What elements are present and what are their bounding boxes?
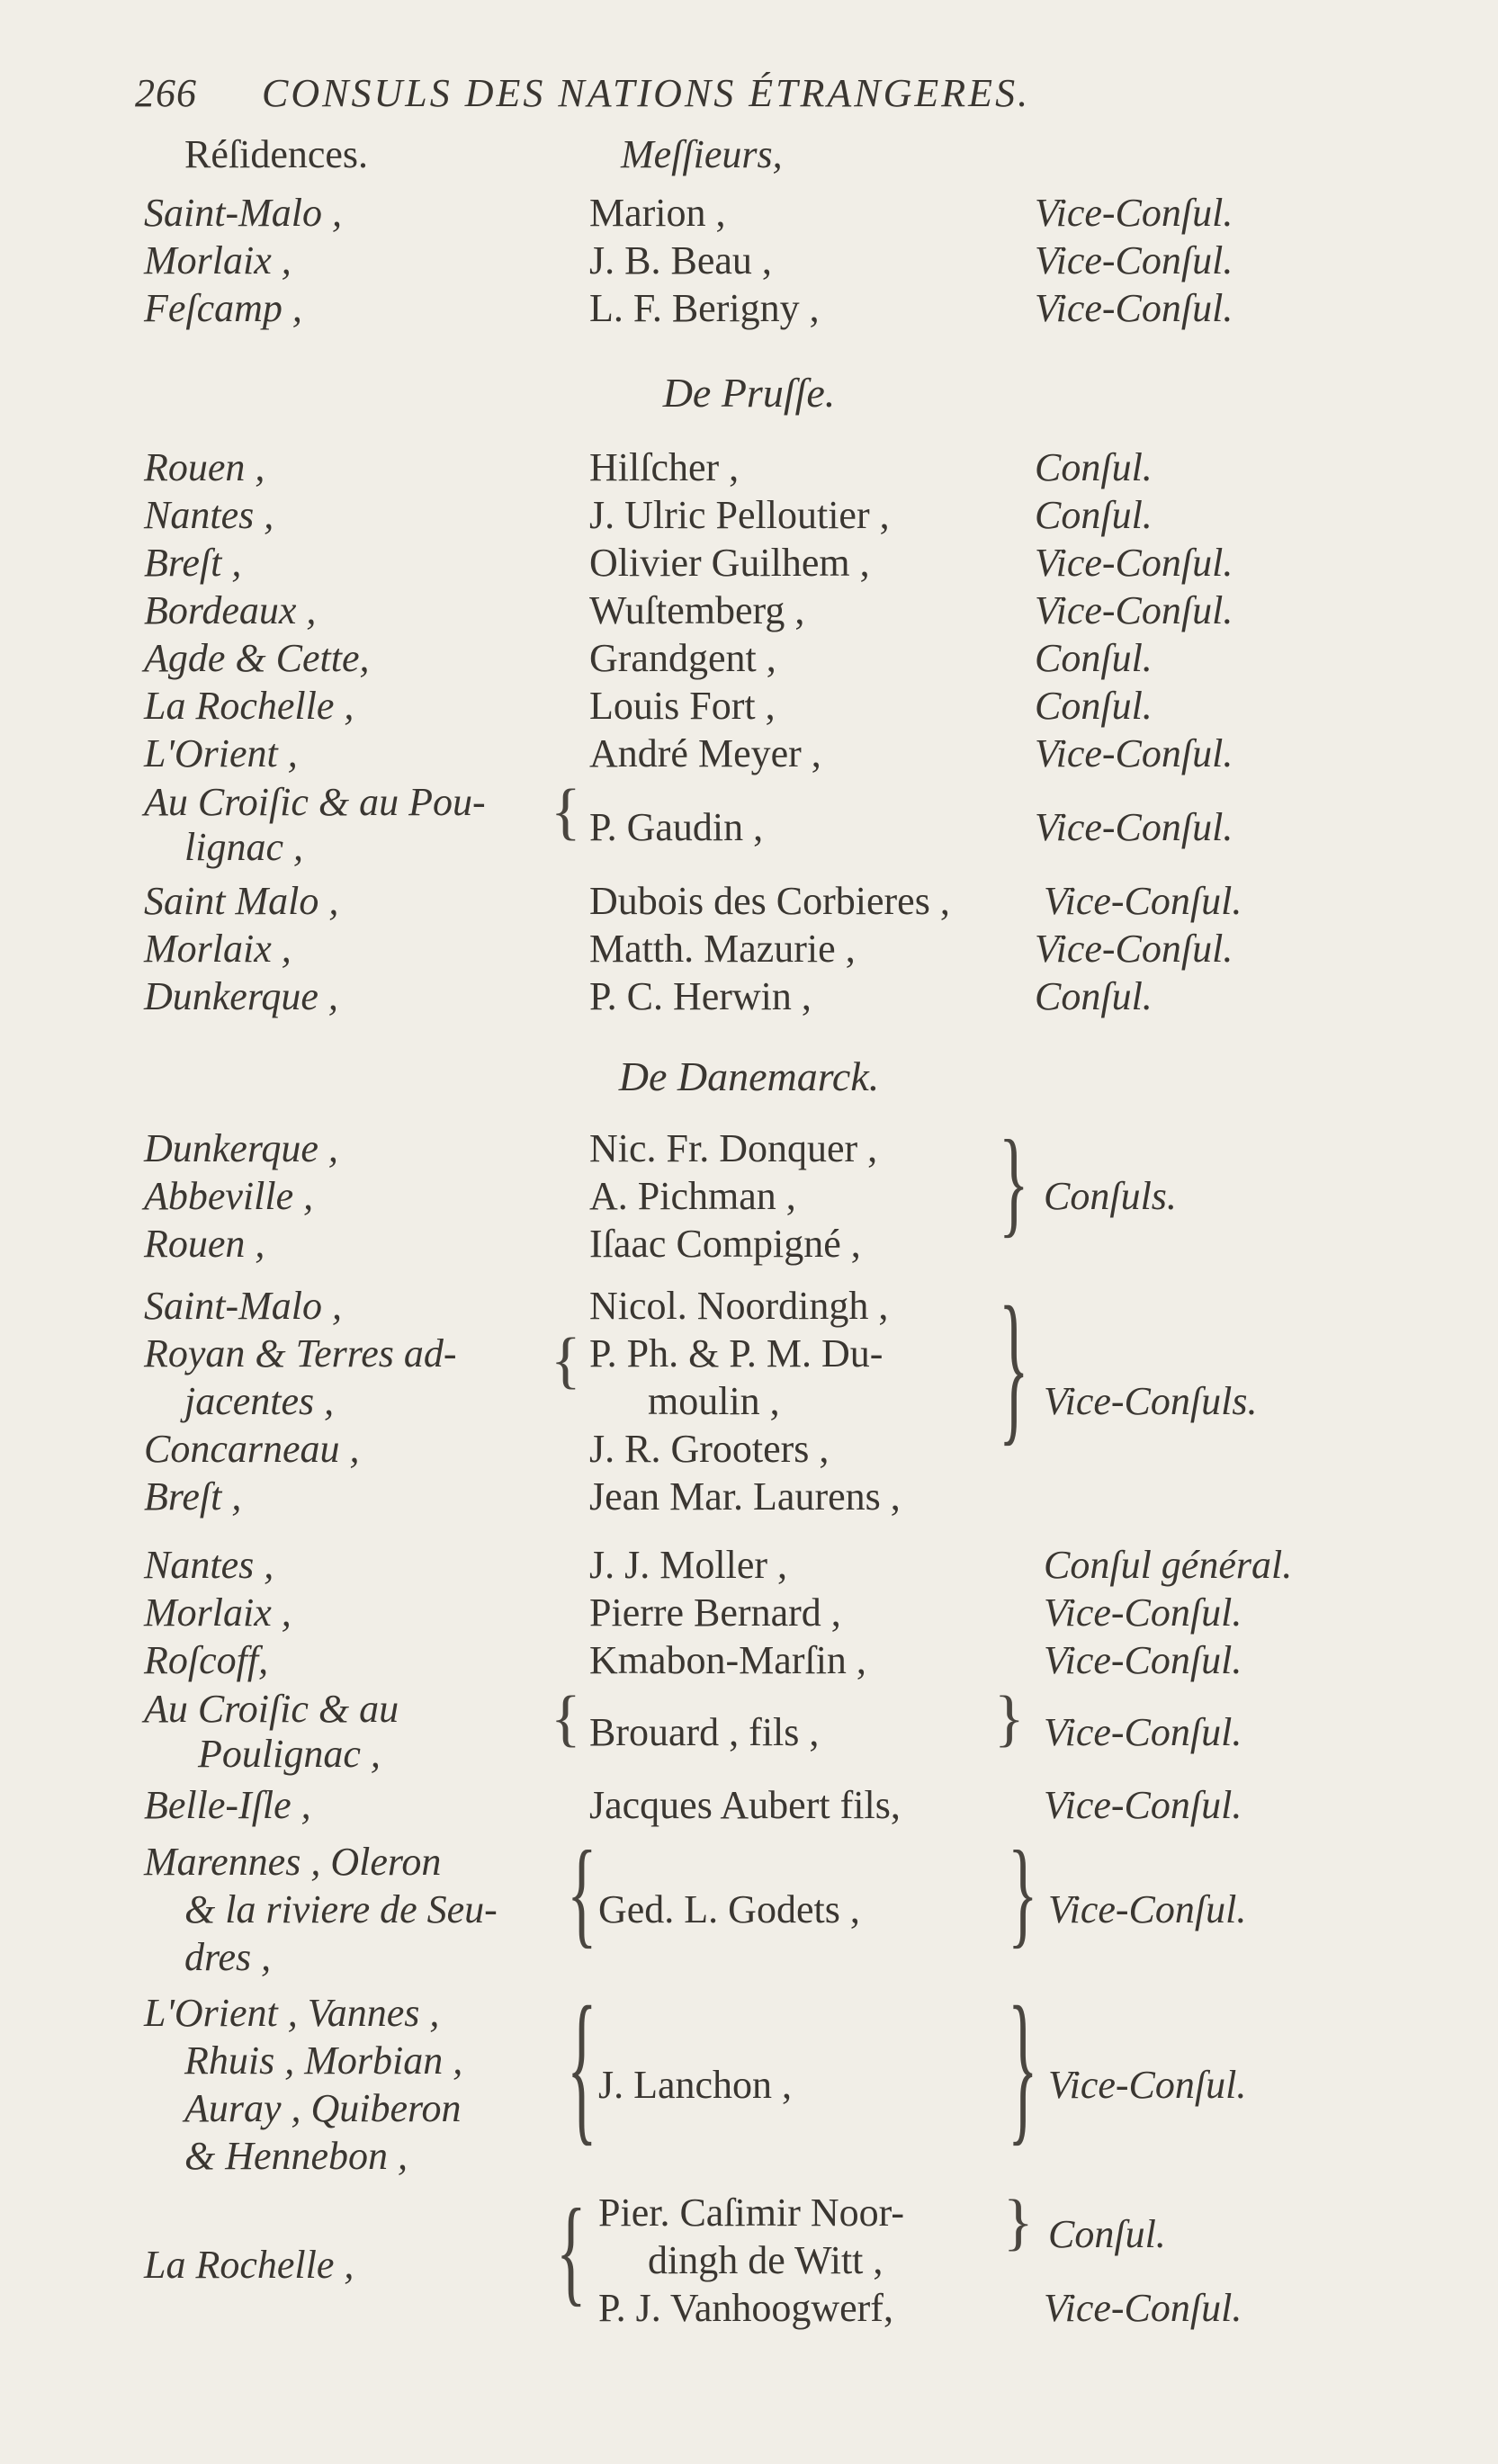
place: Au Croiſic & au Pou- (144, 780, 486, 824)
name: P. C. Herwin , (589, 974, 812, 1018)
place: Saint-Malo , (144, 191, 342, 235)
name: moulin , (648, 1379, 780, 1423)
title: Vice-Conſuls. (1044, 1379, 1258, 1423)
title: Vice-Conſul. (1035, 286, 1233, 330)
name: Ged. L. Godets , (598, 1887, 860, 1931)
place: Concarneau , (144, 1427, 360, 1471)
place: Morlaix , (144, 1590, 292, 1635)
place: Nantes , (144, 493, 274, 537)
name: André Meyer , (589, 731, 821, 775)
brace: { (551, 777, 581, 847)
name: Brouard , fils , (589, 1710, 820, 1754)
place: Rouen , (144, 445, 265, 489)
name: J. R. Grooters , (589, 1427, 830, 1471)
title: Vice-Conſul. (1044, 1710, 1242, 1754)
place-continued: dres , (184, 1935, 272, 1979)
place-continued: & Hennebon , (184, 2134, 408, 2178)
place: Royan & Terres ad- (144, 1331, 457, 1375)
name: J. J. Moller , (589, 1543, 787, 1587)
title: Vice-Conſul. (1044, 1590, 1242, 1635)
place: Roſcoff, (144, 1638, 269, 1682)
name: Louis Fort , (589, 684, 776, 728)
title: Vice-Conſul. (1048, 2063, 1247, 2107)
place: Morlaix , (144, 238, 292, 282)
brace: { (556, 2186, 587, 2318)
title: Vice-Conſul. (1048, 1887, 1247, 1931)
place: Dunkerque , (144, 974, 338, 1018)
place: Feſcamp , (144, 286, 302, 330)
name: Jacques Aubert fils, (589, 1783, 901, 1827)
page-number: 266 (135, 71, 197, 115)
brace: } (994, 1684, 1025, 1753)
brace: { (551, 1684, 581, 1753)
place: Au Croiſic & au (144, 1687, 399, 1731)
title: Conſul. (1035, 636, 1153, 680)
name: P. J. Vanhoogwerf, (598, 2286, 893, 2330)
name-continued: dingh de Witt , (648, 2238, 884, 2282)
place-continued: & la riviere de Seu- (184, 1887, 498, 1931)
page-header (135, 70, 1030, 116)
name: Pierre Bernard , (589, 1590, 841, 1635)
name: Pier. Caſimir Noor- (598, 2191, 905, 2235)
title: Vice-Conſul. (1044, 1783, 1242, 1827)
place: La Rochelle , (144, 684, 354, 728)
title: Vice-Conſul. (1035, 731, 1233, 775)
place: L'Orient , (144, 731, 298, 775)
name: J. Ulric Pelloutier , (589, 493, 890, 537)
place: Morlaix , (144, 927, 292, 971)
column-header-messieurs: Meſſieurs, (621, 132, 783, 176)
name: Dubois des Corbieres , (589, 879, 950, 923)
place: Rouen , (144, 1222, 265, 1266)
name: Nic. Fr. Donquer , (589, 1126, 878, 1170)
page-title: CONSULS DES NATIONS ÉTRANGERES. (262, 71, 1031, 115)
place-continued: Poulignac , (198, 1732, 381, 1776)
title: Vice-Conſul. (1035, 588, 1233, 632)
name: P. Gaudin , (589, 805, 764, 849)
place: Saint-Malo , (144, 1284, 342, 1328)
place: Dunkerque , (144, 1126, 338, 1170)
name: Marion , (589, 191, 726, 235)
place: Marennes , Oleron (144, 1840, 442, 1884)
title: Conſul général. (1044, 1543, 1293, 1587)
title: Vice-Conſul. (1035, 238, 1233, 282)
name: Kmabon-Marſin , (589, 1638, 866, 1682)
title: Conſul. (1035, 445, 1153, 489)
title: Conſul. (1048, 2212, 1166, 2256)
brace: } (1008, 1828, 1038, 1960)
name: Matth. Mazurie , (589, 927, 856, 971)
name: J. B. Beau , (589, 238, 772, 282)
brace: } (999, 1117, 1029, 1250)
brace: { (567, 1975, 597, 2163)
brace: } (1003, 2188, 1034, 2257)
name: Olivier Guilhem , (589, 541, 870, 585)
name: Grandgent , (589, 636, 776, 680)
brace: } (999, 1275, 1029, 1463)
title: Vice-Conſul. (1044, 2286, 1242, 2330)
name: L. F. Berigny , (589, 286, 820, 330)
name: Iſaac Compigné , (589, 1222, 861, 1266)
place: L'Orient , Vannes , (144, 1991, 440, 2035)
title: Conſuls. (1044, 1174, 1177, 1218)
title: Vice-Conſul. (1044, 879, 1242, 923)
place: Breſt , (144, 541, 242, 585)
place: Abbeville , (144, 1174, 314, 1218)
place: La Rochelle , (144, 2243, 354, 2287)
name: Wuſtemberg , (589, 588, 805, 632)
name: Nicol. Noordingh , (589, 1284, 889, 1328)
title: Vice-Conſul. (1035, 805, 1233, 849)
section-heading-prusse: De Pruſſe. (662, 370, 836, 416)
place-continued: Rhuis , Morbian , (184, 2038, 463, 2083)
place: Nantes , (144, 1543, 274, 1587)
title: Conſul. (1035, 974, 1153, 1018)
brace: { (551, 1326, 581, 1395)
title: Vice-Conſul. (1035, 191, 1233, 235)
section-heading-danemarck: De Danemarck. (618, 1053, 880, 1099)
place-continued: lignac , (184, 825, 303, 869)
title: Conſul. (1035, 493, 1153, 537)
name: Jean Mar. Laurens , (589, 1474, 901, 1519)
name: Hilſcher , (589, 445, 740, 489)
place: Saint Malo , (144, 879, 339, 923)
brace: { (567, 1828, 597, 1960)
place: jacentes , (184, 1379, 335, 1423)
name: A. Pichman , (589, 1174, 796, 1218)
title: Conſul. (1035, 684, 1153, 728)
title: Vice-Conſul. (1035, 541, 1233, 585)
title: Vice-Conſul. (1035, 927, 1233, 971)
title: Vice-Conſul. (1044, 1638, 1242, 1682)
place: Breſt , (144, 1474, 242, 1519)
name: J. Lanchon , (598, 2063, 793, 2107)
column-header-residences: Réſidences. (184, 132, 369, 176)
place-continued: Auray , Quiberon (184, 2086, 462, 2130)
place: Bordeaux , (144, 588, 317, 632)
brace: } (1008, 1975, 1038, 2163)
place: Agde & Cette, (144, 636, 370, 680)
place: Belle-Iſle , (144, 1783, 311, 1827)
name: P. Ph. & P. M. Du- (589, 1331, 884, 1375)
